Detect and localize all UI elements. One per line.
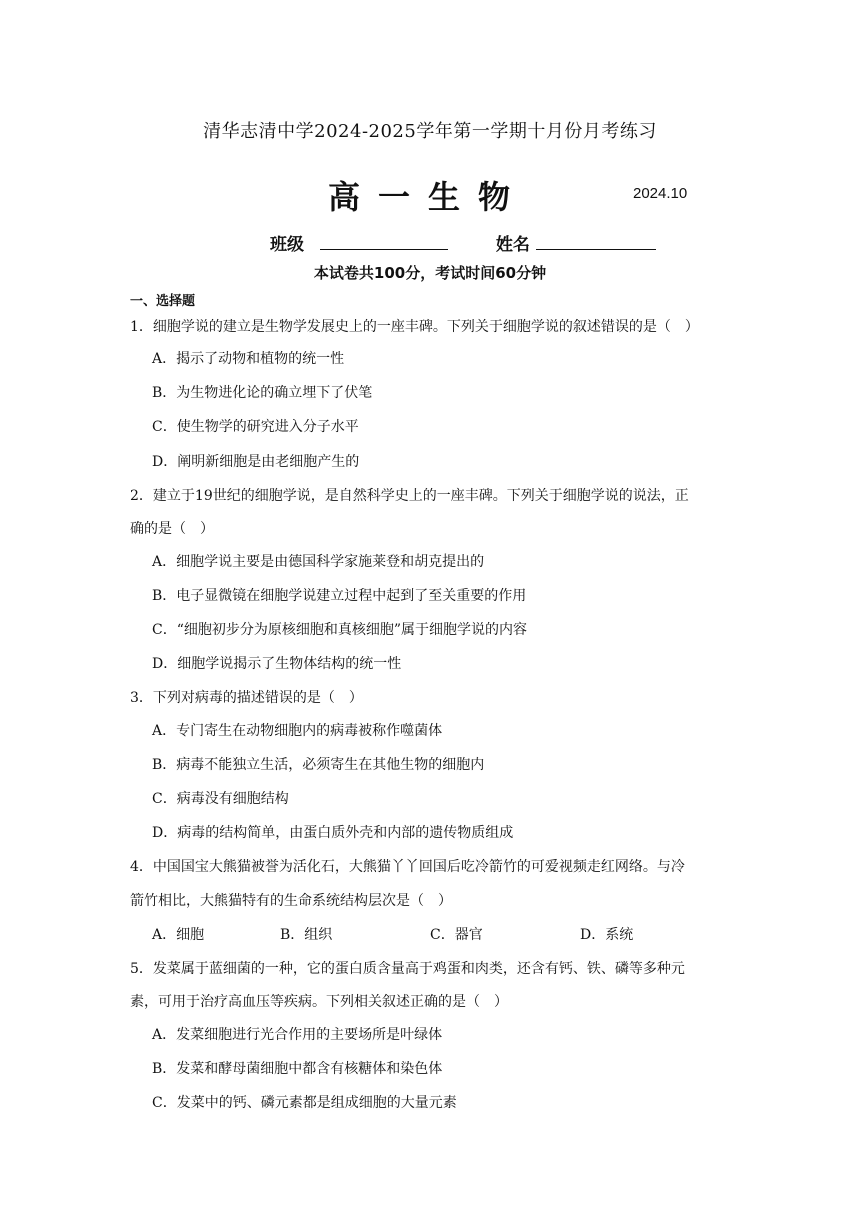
option: D．阐明新细胞是由老细胞产生的: [152, 454, 360, 470]
student-fields: [270, 230, 656, 255]
option: A．细胞学说主要是由德国科学家施莱登和胡克提出的: [152, 554, 485, 570]
subject-title: 高一生物: [328, 178, 529, 216]
name-label: 姓名: [495, 235, 530, 255]
option: A．细胞: [152, 927, 205, 943]
option: A．揭示了动物和植物的统一性: [152, 351, 345, 367]
option: B．组织: [280, 927, 333, 943]
option: C．“细胞初步分为原核细胞和真核细胞”属于细胞学说的内容: [152, 622, 528, 638]
option: D．细胞学说揭示了生物体结构的统一性: [152, 656, 402, 672]
question-stem: 箭竹相比，大熊猫特有的生命系统结构层次是（ ）: [130, 893, 452, 909]
option: D．系统: [580, 927, 634, 943]
option: A．专门寄生在动物细胞内的病毒被称作噬菌体: [152, 723, 443, 739]
option: C．器官: [430, 927, 483, 943]
option: B．电子显微镜在细胞学说建立过程中起到了至关重要的作用: [152, 588, 527, 604]
option: B．发菜和酵母菌细胞中都含有核糖体和染色体: [152, 1061, 443, 1077]
question-stem: 3．下列对病毒的描述错误的是（ ）: [130, 690, 363, 706]
option: C．发菜中的钙、磷元素都是组成细胞的大量元素: [152, 1095, 457, 1111]
exam-date: 2024.10: [633, 185, 688, 202]
question-stem: 2．建立于19世纪的细胞学说，是自然科学史上的一座丰碑。下列关于细胞学说的说法，正: [130, 488, 689, 504]
option: B．病毒不能独立生活，必须寄生在其他生物的细胞内: [152, 757, 485, 773]
class-blank[interactable]: [320, 233, 448, 250]
option: B．为生物进化论的确立埋下了伏笔: [152, 385, 373, 401]
name-blank[interactable]: [536, 233, 656, 250]
section-title: 一、选择题: [130, 294, 196, 309]
exam-info: 本试卷共100分，考试时间60分钟: [313, 264, 547, 282]
class-label: 班级: [270, 235, 304, 255]
question-stem: 确的是（ ）: [130, 521, 214, 537]
school-exam-title: 清华志清中学2024-2025学年第一学期十月份月考练习: [203, 121, 657, 142]
question-stem: 1．细胞学说的建立是生物学发展史上的一座丰碑。下列关于细胞学说的叙述错误的是（ ）: [130, 319, 699, 335]
question-stem: 素，可用于治疗高血压等疾病。下列相关叙述正确的是（ ）: [130, 994, 508, 1010]
option: A．发菜细胞进行光合作用的主要场所是叶绿体: [152, 1027, 443, 1043]
option: C．病毒没有细胞结构: [152, 791, 289, 807]
option: D．病毒的结构简单，由蛋白质外壳和内部的遗传物质组成: [152, 825, 514, 841]
question-stem: 4．中国国宝大熊猫被誉为活化石，大熊猫丫丫回国后吃冷箭竹的可爱视频走红网络。与冷: [130, 859, 685, 875]
option: C．使生物学的研究进入分子水平: [152, 419, 359, 435]
question-stem: 5．发菜属于蓝细菌的一种，它的蛋白质含量高于鸡蛋和肉类，还含有钙、铁、磷等多种元: [130, 961, 685, 977]
